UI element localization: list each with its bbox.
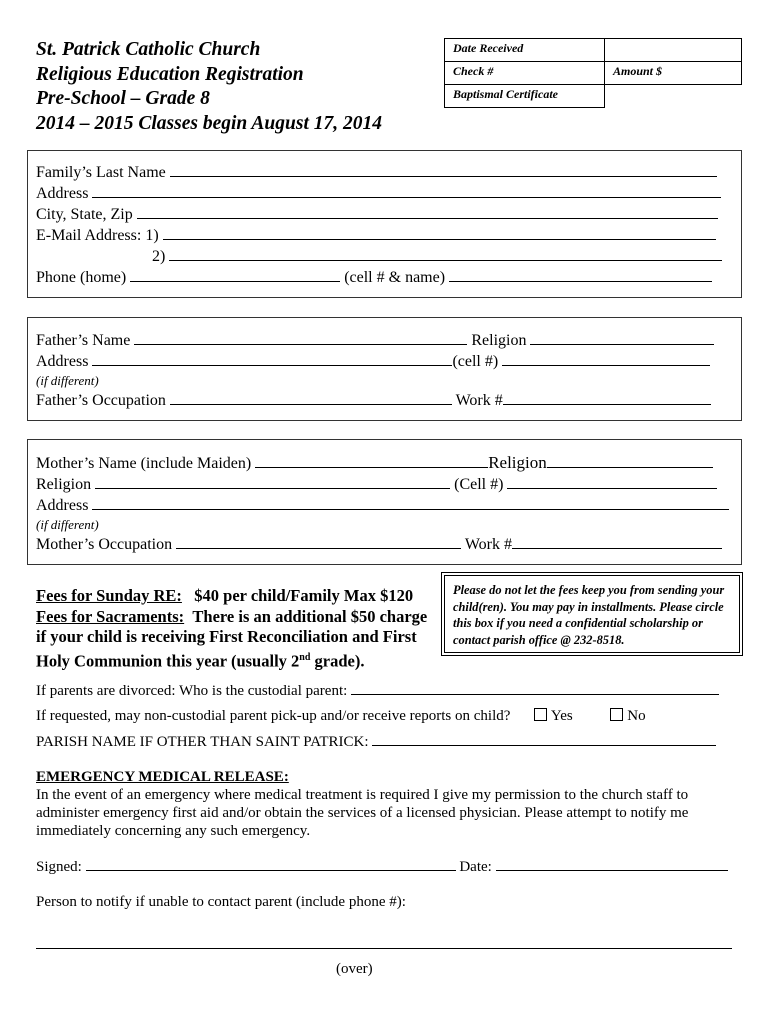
mother-occupation-row	[36, 534, 722, 555]
church-name: St. Patrick Catholic Church	[36, 39, 261, 60]
emergency-line-2: administer emergency first aid and/or obtain the services of a licensed physician. Please attempt to notify me	[36, 805, 689, 821]
emergency-line-3: immediately concerning any such emergency.	[36, 823, 311, 839]
fees-line-4-b: grade).	[310, 651, 365, 670]
sunday-fees-text: $40 per child/Family Max $120	[194, 586, 414, 605]
mother-religion-label-b: Religion	[36, 476, 92, 493]
email-2-field[interactable]	[169, 246, 722, 261]
sacrament-fees-label: Fees for Sacraments:	[36, 606, 185, 626]
parish-row	[36, 733, 716, 752]
noncustodial-label: If requested, may non-custodial parent pick-up and/or receive reports on child?	[36, 708, 511, 724]
family-email-row	[36, 225, 716, 246]
mother-cell-field[interactable]	[507, 474, 717, 489]
custodial-field[interactable]	[351, 682, 719, 695]
father-address-row	[36, 351, 710, 372]
family-address-row	[36, 183, 721, 204]
family-last-name-field[interactable]	[170, 162, 717, 177]
family-last-name-row	[36, 162, 717, 183]
noncustodial-row	[36, 707, 646, 726]
cell-name-label: (cell # & name)	[344, 269, 446, 286]
father-work-label: Work #	[455, 392, 503, 409]
family-address-field[interactable]	[92, 183, 721, 198]
over-label: (over)	[336, 961, 373, 977]
father-name-row	[36, 330, 714, 351]
fees-line-3: if your child is receiving First Reconciliation and First	[36, 627, 417, 646]
father-religion-label: Religion	[471, 332, 527, 349]
email-label: E-Mail Address:	[36, 227, 142, 244]
mother-address-label: Address	[36, 497, 89, 514]
fees-section	[36, 586, 427, 672]
father-address-label: Address	[36, 353, 89, 370]
signed-label: Signed:	[36, 859, 82, 875]
fees-line-4-a: Holy Communion this year (usually 2	[36, 651, 300, 670]
mother-name-row	[36, 453, 713, 474]
date-label: Date:	[459, 859, 492, 875]
father-cell-label: (cell #)	[452, 353, 499, 370]
mother-address-field[interactable]	[92, 495, 729, 510]
email-2-label: 2)	[152, 248, 166, 265]
father-occupation-label: Father’s Occupation	[36, 392, 166, 409]
email-1-field[interactable]	[163, 225, 716, 240]
yes-label: Yes	[550, 708, 573, 724]
father-work-field[interactable]	[503, 390, 711, 405]
emergency-text	[36, 786, 688, 840]
mother-religion-field-b[interactable]	[95, 474, 450, 489]
father-address-field[interactable]	[92, 351, 452, 366]
yes-checkbox[interactable]	[534, 708, 547, 721]
fees-line-4-sup: nd	[299, 651, 311, 663]
check-label: Check #	[445, 62, 605, 85]
notify-field[interactable]	[36, 948, 732, 949]
parish-field[interactable]	[372, 733, 716, 746]
mother-religion-row	[36, 474, 717, 495]
custodial-label: If parents are divorced: Who is the custodial parent:	[36, 683, 348, 699]
father-occupation-row	[36, 390, 711, 411]
scholarship-note-text: Please do not let the fees keep you from sending your child(ren). You may pay in installments. Please circle this box if you need a confidential scholarship or contact parish office @ 232-8518.	[453, 583, 725, 647]
phone-home-field[interactable]	[130, 267, 340, 282]
signature-field[interactable]	[86, 858, 456, 871]
notify-label: Person to notify if unable to contact parent (include phone #):	[36, 894, 406, 910]
form-name: Religious Education Registration	[36, 63, 304, 85]
office-use-table	[444, 38, 742, 108]
mother-work-field[interactable]	[512, 534, 722, 549]
mother-name-field[interactable]	[255, 453, 488, 468]
mother-address-row	[36, 495, 729, 516]
mother-occupation-field[interactable]	[176, 534, 461, 549]
no-label: No	[627, 708, 646, 724]
family-address-label: Address	[36, 185, 89, 202]
family-city-row	[36, 204, 718, 225]
father-religion-field[interactable]	[530, 330, 714, 345]
scholarship-note-box[interactable]	[444, 575, 740, 653]
parish-label: PARISH NAME IF OTHER THAN SAINT PATRICK:	[36, 734, 369, 750]
mother-religion-label-a: Religion	[488, 453, 547, 472]
cell-name-field[interactable]	[449, 267, 712, 282]
family-phone-row	[36, 267, 712, 288]
father-name-field[interactable]	[134, 330, 467, 345]
mother-name-label: Mother’s Name (include Maiden)	[36, 455, 252, 472]
baptismal-label: Baptismal Certificate	[445, 85, 605, 108]
amount-label: Amount $	[605, 62, 742, 85]
email-1-label: 1)	[145, 227, 159, 244]
office-empty-cell	[605, 85, 742, 108]
father-name-label: Father’s Name	[36, 332, 131, 349]
mother-cell-label: (Cell #)	[454, 476, 504, 493]
custodial-row	[36, 682, 719, 701]
mother-occupation-label: Mother’s Occupation	[36, 536, 173, 553]
grade-range: Pre-School – Grade 8	[36, 88, 210, 109]
mother-if-different: (if different)	[36, 517, 99, 532]
emergency-heading: EMERGENCY MEDICAL RELEASE:	[36, 769, 289, 785]
mother-work-label: Work #	[464, 536, 512, 553]
class-dates: 2014 – 2015 Classes begin August 17, 2014	[36, 112, 382, 134]
family-city-label: City, State, Zip	[36, 206, 133, 223]
mother-religion-field-a[interactable]	[547, 453, 713, 468]
father-occupation-field[interactable]	[170, 390, 452, 405]
father-cell-field[interactable]	[502, 351, 710, 366]
date-received-field[interactable]	[605, 39, 742, 62]
family-last-name-label: Family’s Last Name	[36, 164, 166, 181]
family-city-field[interactable]	[137, 204, 718, 219]
family-email2-row	[152, 246, 722, 267]
emergency-line-1: In the event of an emergency where medical treatment is required I give my permission to the church staff to	[36, 787, 689, 803]
form-title	[36, 38, 382, 136]
no-checkbox[interactable]	[610, 708, 623, 721]
fees-line-4	[36, 648, 427, 672]
sunday-fees-label: Fees for Sunday RE:	[36, 586, 182, 605]
date-received-label: Date Received	[445, 39, 605, 62]
date-field[interactable]	[496, 858, 728, 871]
sacrament-fees-text: There is an additional $50 charge	[192, 606, 428, 626]
signature-row	[36, 858, 728, 877]
phone-home-label: Phone (home)	[36, 269, 127, 286]
father-if-different: (if different)	[36, 373, 99, 388]
